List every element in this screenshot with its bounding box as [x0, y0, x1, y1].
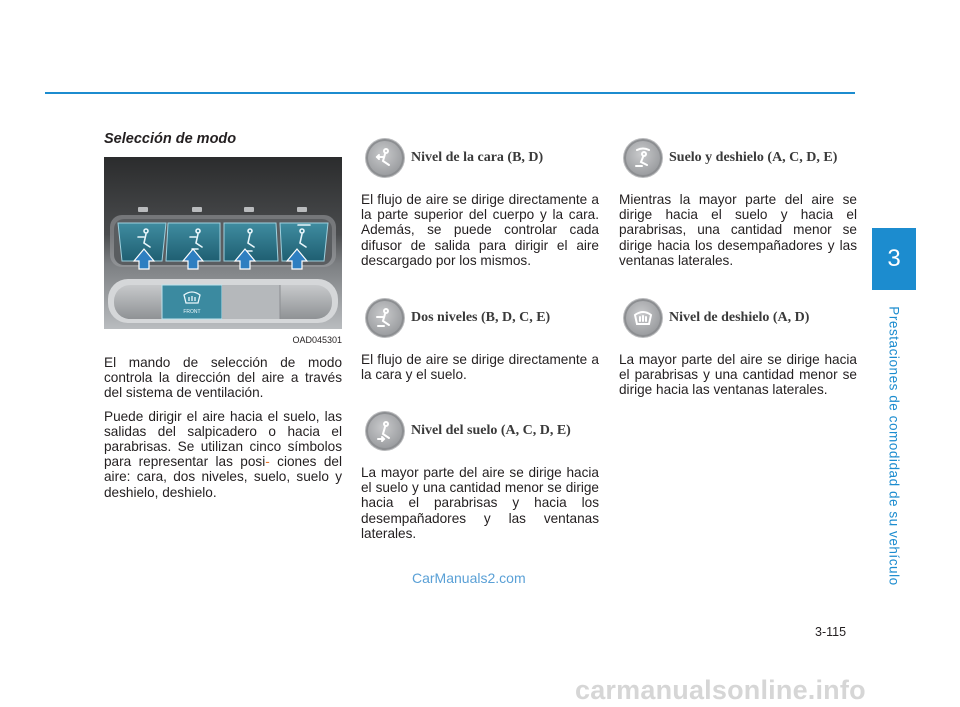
- mode-floor-text: [361, 465, 599, 541]
- floor-defrost-icon-svg: [632, 147, 654, 169]
- mode-floor-paragraph: La mayor parte del aire se dirige hacia el suelo y una cantidad menor se dirige hacia el parabrisas y hacia los desempañadores y las ventanas laterales.: [361, 465, 599, 541]
- bi-level-icon-svg: [374, 307, 396, 329]
- face-level-icon-svg: [374, 147, 396, 169]
- mode-defrost-heading: [624, 298, 809, 338]
- watermark-link[interactable]: CarManuals2.com: [412, 570, 526, 586]
- mode-bilevel-label: Dos niveles (B, D, C, E): [411, 310, 551, 325]
- defrost-level-icon: [624, 299, 662, 337]
- mode-floor-defrost-label: Suelo y deshielo (A, C, D, E): [669, 150, 838, 165]
- section-title: Selección de modo: [104, 131, 237, 147]
- chapter-number-tab: 3: [872, 228, 916, 290]
- mode-face-heading: [366, 138, 543, 178]
- mode-floor-label: Nivel del suelo (A, C, D, E): [411, 423, 571, 438]
- mode-defrost-text: [619, 352, 857, 398]
- mode-selector-photo: [104, 157, 342, 329]
- intro-paragraph-2-part-b: ciones del aire: cara, dos niveles, suelo, suelo y deshielo, deshielo.: [104, 454, 343, 500]
- intro-text: [104, 355, 342, 500]
- mode-floor-defrost-paragraph: Mientras la mayor parte del aire se dirige hacia el suelo y hacia el parabrisas, una cantidad menor se dirige hacia los desempañadores y las ventanas laterales.: [619, 192, 857, 268]
- chapter-title-text: Prestaciones de comodidad de su vehículo: [886, 306, 902, 586]
- photo-code: OAD045301: [292, 335, 342, 345]
- page-number: 3-115: [815, 625, 847, 639]
- mode-face-paragraph: El flujo de aire se dirige directamente a la parte superior del cuerpo y la cara. Además, se puede controlar cada difusor de salida para dirigir el aire descargado por los mismos.: [361, 192, 599, 268]
- mode-defrost-label: Nivel de deshielo (A, D): [669, 310, 810, 325]
- face-level-icon: [366, 139, 404, 177]
- mode-bilevel-heading: [366, 298, 550, 338]
- mode-defrost-paragraph: La mayor parte del aire se dirige hacia el parabrisas y una cantidad menor se dirige hacia las ventanas laterales.: [619, 352, 857, 398]
- mode-face-text: [361, 192, 599, 268]
- hyphen-mark: -: [265, 454, 270, 470]
- defrost-level-icon-svg: [632, 307, 654, 329]
- mode-face-label: Nivel de la cara (B, D): [411, 150, 544, 165]
- intro-paragraph-2: [104, 409, 342, 500]
- mode-selector-photo-svg: [104, 157, 342, 329]
- header-rule: [45, 92, 855, 94]
- mode-bilevel-paragraph: El flujo de aire se dirige directamente a la cara y el suelo.: [361, 352, 599, 383]
- mode-floor-defrost-heading: [624, 138, 837, 178]
- footer-brand-watermark: carmanualsonline.info: [575, 675, 866, 705]
- mode-floor-defrost-text: [619, 192, 857, 268]
- mode-bilevel-text: [361, 352, 599, 382]
- mode-floor-heading: [366, 411, 571, 451]
- floor-level-icon: [366, 412, 404, 450]
- front-button-label: FRONT: [183, 309, 201, 315]
- intro-paragraph-2-part-a: Puede dirigir el aire hacia el suelo, las salidas del salpicadero o hacia el parabrisas. Se utilizan cinco símbolos para representar las posi: [104, 408, 342, 470]
- floor-level-icon-svg: [374, 420, 396, 442]
- floor-defrost-icon: [624, 139, 662, 177]
- bi-level-icon: [366, 299, 404, 337]
- intro-paragraph-1: El mando de selección de modo controla la dirección del aire a través del sistema de ventilación.: [104, 355, 342, 401]
